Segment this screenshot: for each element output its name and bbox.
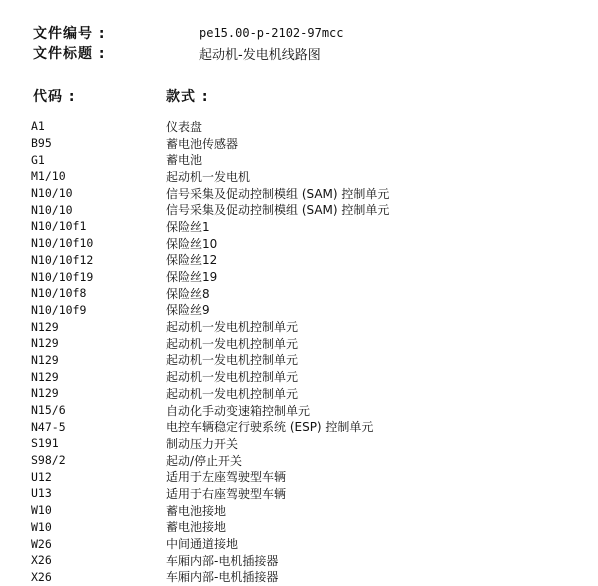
table-row <box>31 569 389 586</box>
component-code: N10/10 <box>31 202 73 217</box>
file-number-label: 文件编号 : <box>33 26 106 42</box>
table-row <box>31 168 389 185</box>
file-title-row <box>33 44 321 62</box>
table-row <box>31 502 389 519</box>
component-code: N129 <box>31 386 59 401</box>
component-code: N129 <box>31 352 59 367</box>
component-code: W10 <box>31 503 52 518</box>
table-row <box>31 552 389 569</box>
component-description: 起动机一发电机控制单元 <box>166 370 299 385</box>
component-description: 保险丝9 <box>166 303 210 318</box>
component-description: 保险丝8 <box>166 286 210 301</box>
component-description: 保险丝10 <box>166 236 218 251</box>
component-description: 保险丝12 <box>166 253 218 268</box>
table-row <box>31 285 389 302</box>
component-code: U13 <box>31 486 52 501</box>
component-code: N129 <box>31 319 59 334</box>
component-description: 蓄电池接地 <box>166 503 227 518</box>
table-row <box>31 268 389 285</box>
description-column-header: 款式 : <box>166 89 209 105</box>
file-number-value: pe15.00-p-2102-97mcc <box>199 26 344 40</box>
table-row <box>31 118 389 135</box>
component-code: M1/10 <box>31 169 66 184</box>
table-row <box>31 185 389 202</box>
component-description: 蓄电池传感器 <box>166 136 239 151</box>
component-description: 适用于左座驾驶型车辆 <box>166 470 287 485</box>
component-code: S191 <box>31 436 59 451</box>
table-row <box>31 135 389 152</box>
file-title-label: 文件标题 : <box>33 46 106 62</box>
table-row <box>31 385 389 402</box>
table-row <box>31 535 389 552</box>
table-row <box>31 318 389 335</box>
component-description: 蓄电池接地 <box>166 520 227 535</box>
table-row <box>31 435 389 452</box>
component-description: 中间通道接地 <box>166 537 239 552</box>
table-row <box>31 218 389 235</box>
table-row <box>31 519 389 536</box>
table-row <box>31 335 389 352</box>
table-row <box>31 485 389 502</box>
component-code: B95 <box>31 136 52 151</box>
component-description: 自动化手动变速箱控制单元 <box>166 403 311 418</box>
table-row <box>31 468 389 485</box>
component-code: N15/6 <box>31 403 66 418</box>
table-row <box>31 235 389 252</box>
table-row <box>31 302 389 319</box>
component-description: 起动机一发电机 <box>166 169 251 184</box>
component-code: N10/10 <box>31 186 73 201</box>
component-description: 保险丝1 <box>166 219 210 234</box>
component-description: 车厢内部-电机插接器 <box>166 553 279 568</box>
component-code: W10 <box>31 519 52 534</box>
component-code: N10/10f1 <box>31 219 87 234</box>
component-code: G1 <box>31 152 45 167</box>
component-description: 信号采集及促动控制模组 (SAM) 控制单元 <box>166 186 390 201</box>
component-description: 电控车辆稳定行驶系统 (ESP) 控制单元 <box>166 420 374 435</box>
table-row <box>31 352 389 369</box>
component-code: N10/10f9 <box>31 302 87 317</box>
component-description: 起动机一发电机控制单元 <box>166 320 299 335</box>
component-description: 仪表盘 <box>166 119 203 134</box>
component-code: X26 <box>31 553 52 568</box>
component-code: N10/10f8 <box>31 286 87 301</box>
component-list <box>31 118 389 585</box>
component-code: N129 <box>31 336 59 351</box>
component-code: N10/10f10 <box>31 236 94 251</box>
component-description: 起动机一发电机控制单元 <box>166 386 299 401</box>
component-description: 车厢内部-电机插接器 <box>166 570 279 585</box>
code-column-header: 代码 : <box>33 89 76 105</box>
component-description: 蓄电池 <box>166 153 203 168</box>
component-code: N129 <box>31 369 59 384</box>
component-description: 制动压力开关 <box>166 436 239 451</box>
table-row <box>31 151 389 168</box>
component-description: 起动机一发电机控制单元 <box>166 353 299 368</box>
component-description: 适用于右座驾驶型车辆 <box>166 486 287 501</box>
file-number-row <box>33 24 344 42</box>
component-code: W26 <box>31 536 52 551</box>
component-description: 起动机一发电机控制单元 <box>166 336 299 351</box>
component-code: A1 <box>31 119 45 134</box>
table-row <box>31 418 389 435</box>
component-code: N47-5 <box>31 419 66 434</box>
component-code: N10/10f12 <box>31 252 94 267</box>
component-description: 保险丝19 <box>166 270 218 285</box>
component-description: 起动/停止开关 <box>166 453 243 468</box>
component-description: 信号采集及促动控制模组 (SAM) 控制单元 <box>166 203 390 218</box>
component-code: X26 <box>31 569 52 584</box>
table-row <box>31 201 389 218</box>
component-code: S98/2 <box>31 453 66 468</box>
component-code: U12 <box>31 469 52 484</box>
component-code: N10/10f19 <box>31 269 94 284</box>
file-title-value: 起动机-发电机线路图 <box>199 47 321 63</box>
table-row <box>31 252 389 269</box>
table-row <box>31 368 389 385</box>
table-row <box>31 452 389 469</box>
table-header <box>33 87 208 105</box>
table-row <box>31 402 389 419</box>
